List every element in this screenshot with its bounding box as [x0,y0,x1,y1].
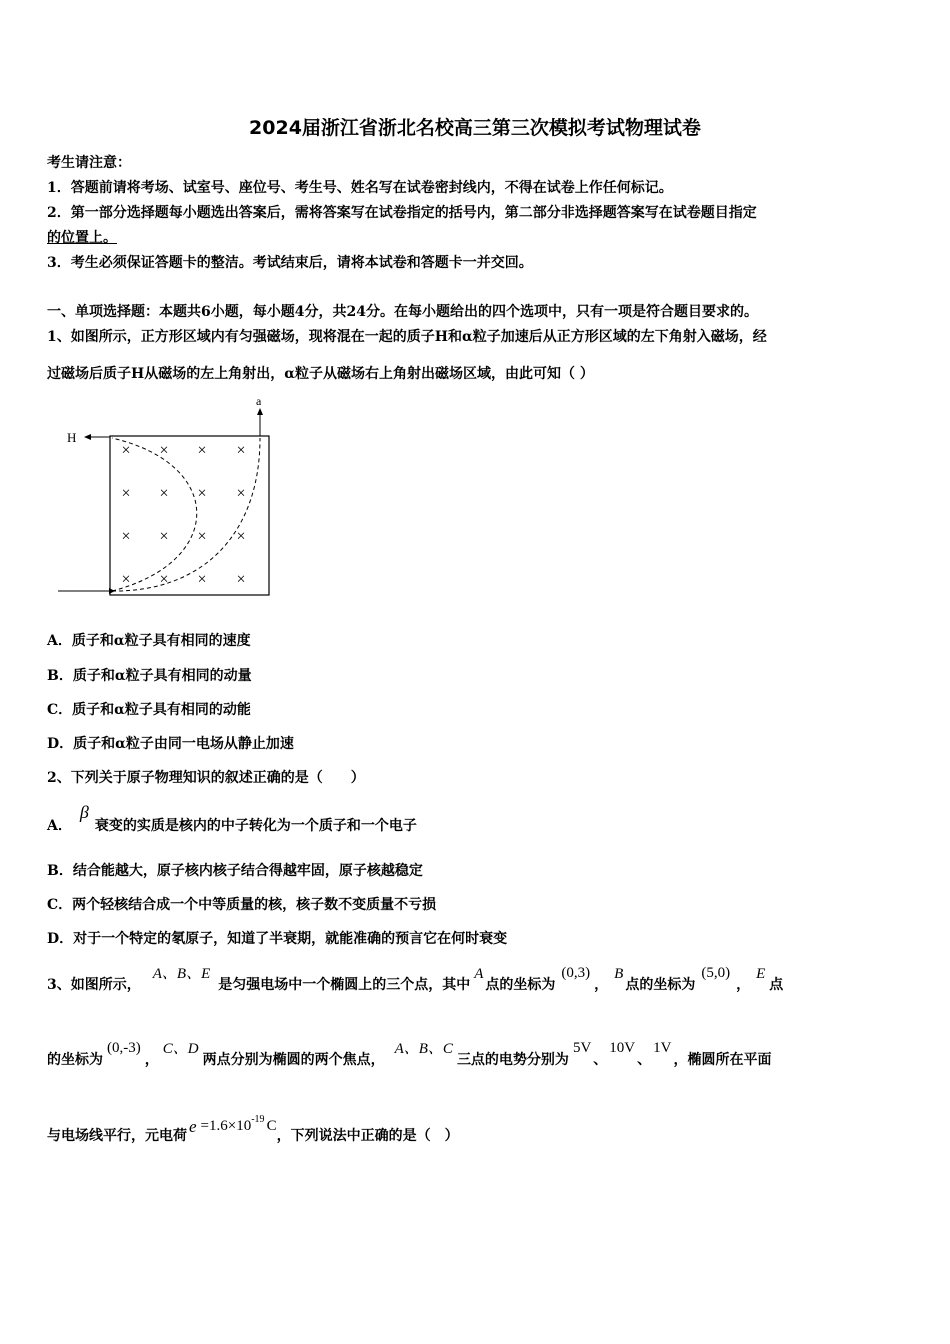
field-cross-mark: × [159,485,169,502]
q2-option-b: B．结合能越大，原子核内核子结合得越牢固，原子核越稳定 [47,863,423,879]
q3-text-8: ，椭圆所在平面 [673,1052,772,1068]
field-cross-mark: × [197,442,207,459]
q3-text-9: 与电场线平行，元电荷 [47,1128,187,1144]
field-cross-mark: × [159,442,169,459]
q3-point-a: A [474,966,484,982]
q3-text-5: 的坐标为 [47,1052,103,1068]
q1-option-d: D．质子和α粒子由同一电场从静止加速 [47,736,294,752]
h-exit-arrowhead [84,434,91,440]
q3-coord-a: (0,3) [561,965,591,981]
q3-comma-1: ， [594,977,609,993]
q3-comma-3: ， [144,1052,159,1068]
q1-option-a: A．质子和α粒子具有相同的速度 [47,633,251,649]
label-h: H [67,430,77,445]
field-cross-mark: × [236,571,246,588]
field-cross-mark: × [159,528,169,545]
notice-item-2-cont: 的位置上。 [47,230,117,246]
q3-potential-3: 1V [653,1040,672,1056]
field-cross-mark: × [121,442,131,459]
field-cross-mark: × [236,528,246,545]
q2-option-a-prefix: A． [47,818,72,834]
q3-points-abe: A、B、E [152,966,211,982]
q3-charge-value: =1.6×10 [200,1118,252,1134]
q3-text-1: 是匀强电场中一个椭圆上的三个点，其中 [218,977,471,993]
q3-text-7: 三点的电势分别为 [456,1052,569,1068]
q3-point-b: B [614,966,624,982]
q3-text-4: 点 [769,977,784,993]
field-cross-mark: × [236,442,246,459]
q3-potential-2: 10V [609,1040,636,1056]
field-cross-mark: × [236,485,246,502]
field-cross-mark: × [197,571,207,588]
q1-stem-line1: 1、如图所示，正方形区域内有匀强磁场，现将混在一起的质子H和α粒子加速后从正方形区域的左下角射入磁场，经 [47,329,767,345]
q2-option-c: C．两个轻核结合成一个中等质量的核，核子数不变质量不亏损 [47,897,437,913]
field-cross-grid [121,442,245,588]
label-a: a [256,394,262,408]
q2-stem: 2、下列关于原子物理知识的叙述正确的是（ ） [47,770,365,786]
q3-points-abc: A、B、C [394,1041,453,1057]
q2-option-d: D．对于一个特定的氡原子，知道了半衰期，就能准确的预言它在何时衰变 [47,931,508,947]
q1-option-c: C．质子和α粒子具有相同的动能 [47,702,251,718]
section-heading: 一、单项选择题：本题共6小题，每小题4分，共24分。在每小题给出的四个选项中，只有一项是符合题目要求的。 [47,304,758,320]
notice-item-3: 3．考生必须保证答题卡的整洁。考试结束后，请将本试卷和答题卡一并交回。 [47,255,533,271]
q3-points-cd: C、D [162,1041,199,1057]
field-cross-mark: × [121,528,131,545]
notice-heading: 考生请注意： [47,155,131,171]
q2-option-a-text: 衰变的实质是核内的中子转化为一个质子和一个电子 [94,818,417,834]
field-cross-mark: × [197,485,207,502]
q3-text-2: 点的坐标为 [485,977,556,993]
q3-stem-line3 [47,1114,459,1148]
field-cross-mark: × [121,485,131,502]
notice-item-2: 2．第一部分选择题每小题选出答案后，需将答案写在试卷指定的括号内，第二部分非选择题答案写在试卷题目指定 [47,205,757,221]
q3-text-10: ，下列说法中正确的是（ ） [276,1128,459,1144]
field-cross-mark: × [159,571,169,588]
alpha-trajectory [112,438,260,591]
q3-coord-b: (5,0) [701,965,731,981]
beta-symbol: β [79,802,89,822]
q3-charge-exponent: -19 [251,1114,265,1125]
q3-sep-2: 、 [637,1052,652,1068]
q3-comma-2: ， [736,977,751,993]
q3-point-e: E [756,966,766,982]
q1-stem-line2: 过磁场后质子H从磁场的左上角射出，α粒子从磁场右上角射出磁场区域，由此可知（ ） [47,366,594,382]
q3-sep-1: 、 [593,1052,608,1068]
magnetic-field-figure [55,392,280,604]
q1-option-b: B．质子和α粒子具有相同的动量 [47,668,252,684]
notice-item-1: 1．答题前请将考场、试室号、座位号、考生号、姓名写在试卷密封线内，不得在试卷上作任何标记。 [47,180,673,196]
q3-charge-symbol: e [189,1117,197,1136]
q3-stem-line1 [47,965,784,995]
field-cross-mark: × [197,528,207,545]
q3-charge-unit: C [266,1118,277,1134]
proton-trajectory [112,438,197,591]
a-exit-arrowhead [257,408,263,415]
q3-coord-e: (0,-3) [107,1040,141,1056]
q3-text-3: 点的坐标为 [625,977,696,993]
q3-potential-1: 5V [572,1040,592,1056]
q2-option-a [47,802,417,836]
page-title: 2024届浙江省浙北名校高三第三次模拟考试物理试卷 [249,117,701,139]
field-cross-mark: × [121,571,131,588]
q3-text-6: 两点分别为椭圆的两个焦点， [202,1052,385,1068]
q3-prefix: 3、如图所示， [47,977,141,993]
q3-stem-line2 [47,1040,772,1070]
